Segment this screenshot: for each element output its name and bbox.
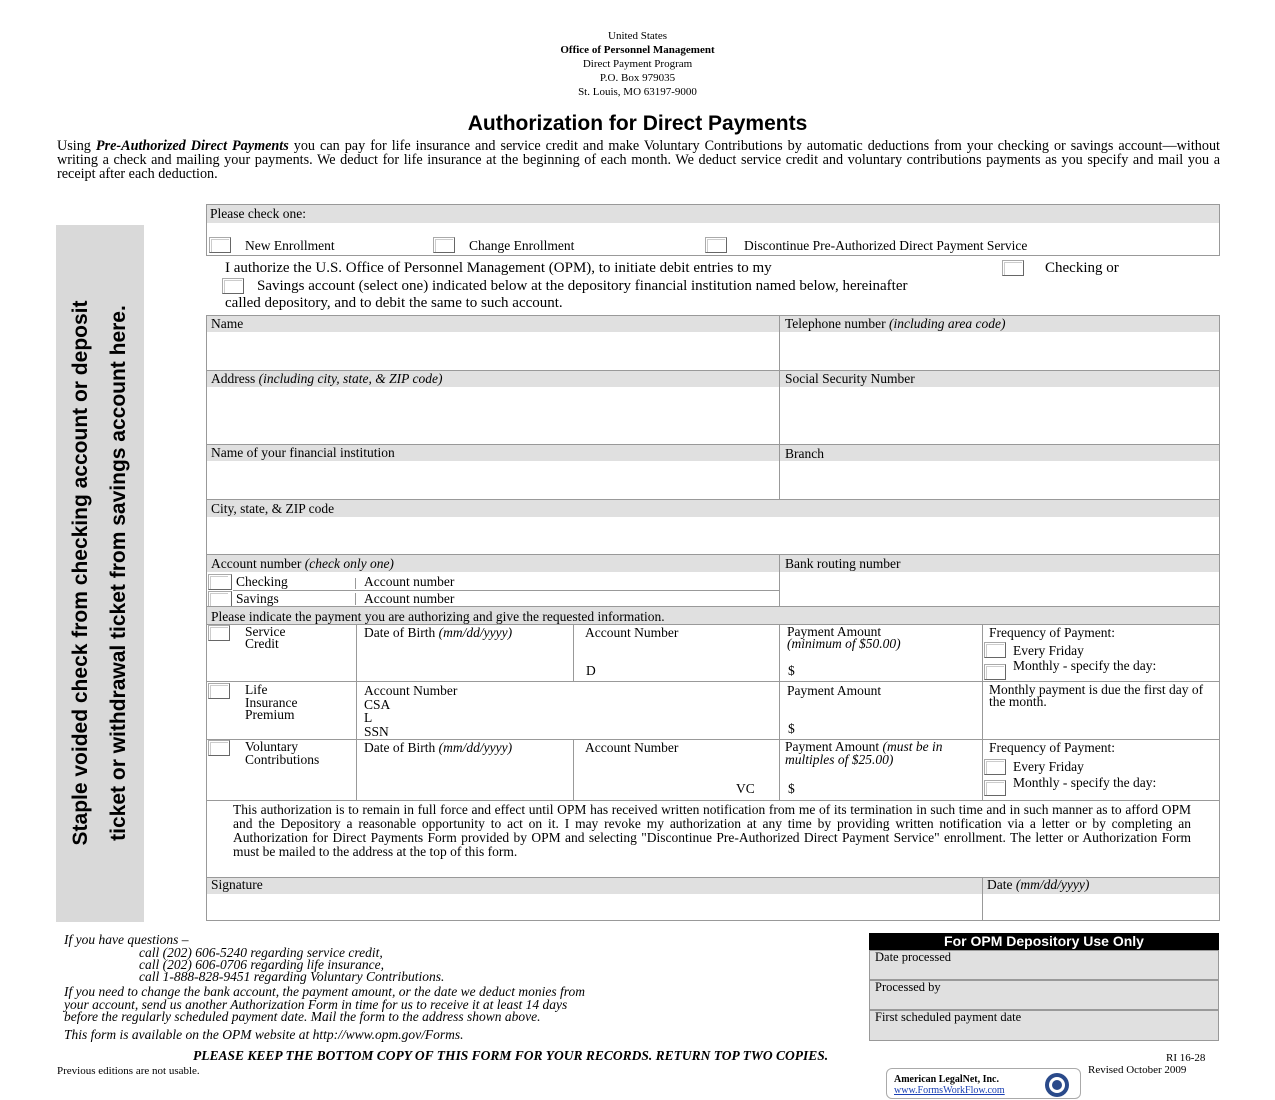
revised-date: Revised October 2009 [1088, 1064, 1187, 1076]
questions-intro: If you have questions – [64, 932, 189, 947]
vc-account-label: Account Number [585, 740, 679, 755]
date-input[interactable] [985, 895, 1218, 920]
opm-use-box [869, 933, 1219, 1041]
discontinue-label: Discontinue Pre-Authorized Direct Payment Service [744, 238, 1028, 253]
vc-dollar: $ [788, 781, 795, 796]
account-number-label: Account number (check only one) [211, 556, 394, 571]
service-credit-checkbox[interactable] [208, 625, 230, 641]
enrollment-section [206, 204, 1220, 256]
branch-label: Branch [785, 446, 824, 461]
discontinue-checkbox[interactable] [705, 237, 727, 253]
form-id: RI 16-28 [1166, 1052, 1206, 1064]
date-processed-label: Date processed [875, 950, 952, 964]
life-due-note: Monthly payment is due the first day of the month. [989, 682, 1204, 709]
routing-label: Bank routing number [785, 556, 901, 571]
savings-account-checkbox[interactable] [208, 591, 232, 607]
sc-d-prefix: D [586, 663, 596, 678]
sc-frequency-label: Frequency of Payment: [989, 625, 1115, 640]
legalnet-logo-icon [1044, 1072, 1070, 1098]
checking-acct-label: Account number [364, 574, 455, 589]
city-input[interactable] [208, 518, 1218, 554]
processed-by-label: Processed by [875, 980, 941, 994]
sc-amount-label: Payment Amount (minimum of $50.00) [787, 624, 901, 651]
legalnet-url[interactable]: www.FormsWorkFlow.com [894, 1085, 1005, 1096]
agency-name: Office of Personnel Management [560, 44, 715, 56]
new-enrollment-checkbox[interactable] [209, 237, 231, 253]
staple-area [56, 225, 144, 922]
change-enrollment-checkbox[interactable] [433, 237, 455, 253]
date-label: Date (mm/dd/yyyy) [987, 877, 1090, 892]
phone-label: Telephone number (including area code) [785, 316, 1006, 331]
life-insurance-label: Life Insurance Premium [245, 682, 298, 722]
vc-frequency-label: Frequency of Payment: [989, 740, 1115, 755]
name-input[interactable] [208, 333, 778, 370]
vc-monthly-label: Monthly - specify the day: [1013, 775, 1157, 790]
authorize-line2: Savings account (select one) indicated below at the depository financial institution named below, hereinafter [257, 278, 908, 294]
signature-label: Signature [211, 877, 263, 892]
checking-type-checkbox[interactable] [1002, 260, 1024, 276]
branch-input[interactable] [782, 462, 1218, 499]
first-payment-date-label: First scheduled payment date [875, 1010, 1022, 1024]
vc-every-friday-checkbox[interactable] [984, 759, 1006, 775]
vc-monthly-checkbox[interactable] [984, 780, 1006, 796]
sc-every-friday-checkbox[interactable] [984, 642, 1006, 658]
authorize-line3: called depository, and to debit the same to such account. [225, 295, 563, 311]
intro-paragraph: Using Pre-Authorized Direct Payments you can pay for life insurance and service credit and make Voluntary Contributions by automatic deductions from your checking or savings account—without writing a check and mailing your payments. We deduct for life insurance at the beginning of each month. We deduct service credit and voluntary contributions payments as you specify and mail you a receipt after each deduction. [57, 138, 1220, 182]
new-enrollment-label: New Enrollment [245, 238, 335, 253]
legalnet-name: American LegalNet, Inc. [894, 1074, 999, 1085]
ssn-label: Social Security Number [785, 371, 915, 386]
institution-input[interactable] [208, 462, 778, 499]
questions-voluntary: call 1-888-828-9451 regarding Voluntary Contributions. [139, 969, 445, 984]
opm-box-title: For OPM Depository Use Only [869, 933, 1219, 950]
staple-instructions: Staple voided check from checking account or deposit ticket or withdrawal ticket from savings account here. [69, 300, 130, 846]
savings-type-checkbox[interactable] [222, 278, 244, 294]
vc-dob-label: Date of Birth (mm/dd/yyyy) [364, 740, 513, 755]
legalnet-badge[interactable] [886, 1068, 1081, 1099]
form-title: Authorization for Direct Payments [467, 112, 808, 135]
sc-monthly-checkbox[interactable] [984, 664, 1006, 680]
vc-amount-label: Payment Amount (must be in multiples of $25.00) [785, 739, 943, 767]
routing-input[interactable] [782, 573, 1218, 606]
change-note-2: your account, send us another Authorization Form in time for us to receive it at least 14 days [64, 997, 568, 1012]
voluntary-label: Voluntary Contributions [245, 739, 320, 767]
questions-life-insurance: call (202) 606-0706 regarding life insurance, [139, 957, 384, 972]
savings-label: Savings [236, 591, 279, 606]
sc-account-label: Account Number [585, 625, 679, 640]
phone-input[interactable] [782, 333, 1218, 370]
checking-label: Checking [236, 574, 288, 589]
sc-dollar: $ [788, 663, 795, 678]
change-enrollment-label: Change Enrollment [469, 238, 575, 253]
checking-type-label: Checking or [1045, 260, 1119, 276]
voluntary-checkbox[interactable] [208, 740, 230, 756]
savings-acct-label: Account number [364, 591, 455, 606]
checking-account-checkbox[interactable] [208, 574, 232, 590]
ssn-input[interactable] [782, 388, 1218, 444]
enrollment-prompt: Please check one: [210, 206, 306, 221]
sc-dob-label: Date of Birth (mm/dd/yyyy) [364, 625, 513, 640]
payment-prompt: Please indicate the payment you are authorizing and give the requested information. [211, 609, 665, 624]
previous-editions-note: Previous editions are not usable. [57, 1065, 200, 1077]
agency-country: United States [608, 30, 667, 42]
signature-input[interactable] [208, 895, 980, 920]
life-account-label: Account Number CSA L SSN [364, 683, 458, 739]
change-note-3: before the regularly scheduled payment date. Mail the form to the address shown above. [64, 1009, 541, 1024]
questions-service-credit: call (202) 606-5240 regarding service credit, [139, 945, 383, 960]
address-input[interactable] [208, 388, 778, 444]
po-box: P.O. Box 979035 [599, 72, 676, 84]
institution-label: Name of your financial institution [211, 445, 395, 460]
life-insurance-checkbox[interactable] [208, 683, 230, 699]
life-dollar: $ [788, 721, 795, 736]
vc-every-friday-label: Every Friday [1013, 759, 1084, 774]
city-address: St. Louis, MO 63197-9000 [578, 86, 697, 98]
address-label: Address (including city, state, & ZIP code) [211, 371, 443, 386]
sc-every-friday-label: Every Friday [1013, 643, 1084, 658]
keep-copy-notice: PLEASE KEEP THE BOTTOM COPY OF THIS FORM FOR YOUR RECORDS. RETURN TOP TWO COPIES. [193, 1048, 829, 1063]
service-credit-label: Service Credit [245, 624, 286, 651]
city-label: City, state, & ZIP code [211, 501, 335, 516]
program-name: Direct Payment Program [582, 58, 693, 70]
sc-monthly-label: Monthly - specify the day: [1013, 658, 1157, 673]
change-note-1: If you need to change the bank account, the payment amount, or the date we deduct monies from [64, 984, 585, 999]
authorization-terms: This authorization is to remain in full force and effect until OPM has received written notification from me of its termination in such time and in such manner as to afford OPM and the Depository a reasonable opportunity to act on it. I may revoke my authorization at any time by providing written notification via a letter or by completing an Authorization for Direct Payments Form provided by OPM and selecting "Discontinue Pre-Authorized Direct Payment Service" enrollment. The letter or Authorization Form must be mailed to the address at the top of this form. [233, 802, 1191, 859]
vc-prefix: VC [736, 781, 755, 796]
authorize-line1: I authorize the U.S. Office of Personnel Management (OPM), to initiate debit entries to my [225, 260, 772, 276]
name-label: Name [211, 316, 244, 331]
website-note: This form is available on the OPM website at http://www.opm.gov/Forms. [64, 1027, 464, 1042]
life-amount-label: Payment Amount [787, 683, 882, 698]
